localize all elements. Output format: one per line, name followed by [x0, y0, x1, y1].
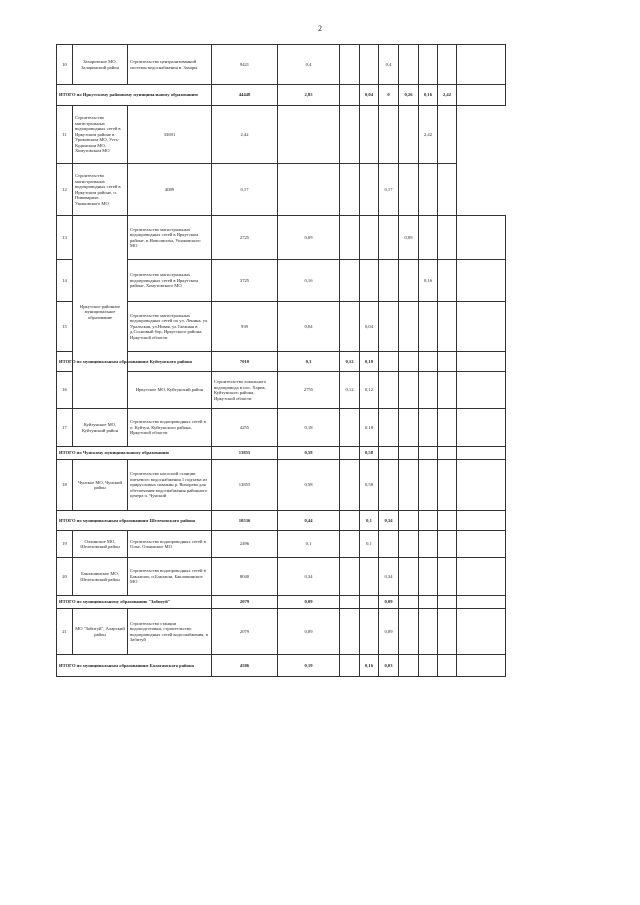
- value-cell: 0,16: [278, 260, 340, 302]
- value-cell: [340, 45, 360, 85]
- value-cell: [438, 45, 457, 85]
- total-title: ИТОГО по Чунскому муниципальному образованию: [57, 447, 212, 460]
- value-cell: [419, 164, 438, 216]
- value-cell: [438, 409, 457, 447]
- value-cell: 0,58: [278, 460, 340, 511]
- value-cell: [457, 409, 506, 447]
- table-row: [57, 558, 506, 596]
- value-cell: [360, 216, 379, 260]
- value-cell: 0,09: [379, 609, 399, 655]
- value-cell: 3725: [212, 260, 278, 302]
- table-row: [57, 609, 506, 655]
- value-cell: [399, 302, 419, 352]
- value-cell: [419, 216, 438, 260]
- value-cell: [438, 655, 457, 677]
- value-cell: 0,16: [419, 85, 438, 106]
- row-number: 19: [57, 531, 73, 558]
- project-description: Строительство магистральных водопроводных сетей в Иркутском районе, Хомутовского МО: [128, 260, 212, 302]
- value-cell: [379, 302, 399, 352]
- value-cell: 0,3: [278, 352, 340, 372]
- value-cell: 0,17: [212, 164, 278, 216]
- value-cell: [438, 558, 457, 596]
- value-cell: [438, 609, 457, 655]
- value-cell: [457, 655, 506, 677]
- value-cell: 2,42: [212, 106, 278, 164]
- value-cell: 0,16: [360, 655, 379, 677]
- project-description: Строительство локального водопровода в пос. Харик, Куйтунского района, Иркутской области: [212, 372, 278, 409]
- value-cell: [340, 558, 360, 596]
- value-cell: 0,4: [379, 45, 399, 85]
- value-cell: [457, 85, 506, 106]
- value-cell: 0,34: [278, 558, 340, 596]
- value-cell: [438, 372, 457, 409]
- value-cell: [340, 460, 360, 511]
- value-cell: [457, 531, 506, 558]
- row-number: 15: [57, 302, 73, 352]
- value-cell: [379, 447, 399, 460]
- value-cell: 0,12: [340, 372, 360, 409]
- value-cell: [419, 460, 438, 511]
- value-cell: 2496: [212, 531, 278, 558]
- value-cell: [438, 447, 457, 460]
- table-row: [57, 460, 506, 511]
- value-cell: [457, 260, 506, 302]
- value-cell: [379, 352, 399, 372]
- page-number: 2: [318, 24, 322, 33]
- value-cell: [340, 596, 360, 609]
- value-cell: [438, 352, 457, 372]
- value-cell: [457, 558, 506, 596]
- row-number: 10: [57, 45, 73, 85]
- value-cell: 0,44: [278, 511, 340, 531]
- value-cell: 0,19: [278, 655, 340, 677]
- value-cell: 0,26: [399, 85, 419, 106]
- value-cell: 9421: [212, 45, 278, 85]
- value-cell: [399, 447, 419, 460]
- total-row: [57, 511, 506, 531]
- total-title: ИТОГО по муниципальным образованиям Балаганского района: [57, 655, 212, 677]
- value-cell: [340, 260, 360, 302]
- value-cell: 0,09: [278, 596, 340, 609]
- value-cell: 0,09: [379, 596, 399, 609]
- value-cell: [379, 106, 399, 164]
- value-cell: [438, 106, 457, 164]
- value-cell: 0,18: [360, 409, 379, 447]
- row-number: 16: [57, 372, 73, 409]
- value-cell: [457, 609, 506, 655]
- value-cell: 0,58: [360, 447, 379, 460]
- value-cell: [399, 409, 419, 447]
- project-description: Строительство магистральных водопроводных сетей в Иркутском районе, п. Пивоварихе, Ушаковского МО: [73, 164, 128, 216]
- value-cell: [360, 164, 379, 216]
- value-cell: 0,12: [360, 372, 379, 409]
- value-cell: 0,58: [360, 460, 379, 511]
- value-cell: [457, 511, 506, 531]
- value-cell: [399, 511, 419, 531]
- value-cell: 0,18: [278, 409, 340, 447]
- value-cell: 0,18: [360, 352, 379, 372]
- value-cell: 0,1: [360, 511, 379, 531]
- value-cell: 44448: [212, 85, 278, 106]
- project-description: Строительство станции водоподготовки, строительство водопроводных сетей водоснабжения, в Забитуй: [128, 609, 212, 655]
- value-cell: [379, 531, 399, 558]
- municipality-name: Иркутское МО, Куйтунский район: [128, 372, 212, 409]
- value-cell: [457, 352, 506, 372]
- municipality-name: Олхинское МО, Шелеховский район: [73, 531, 128, 558]
- value-cell: [457, 372, 506, 409]
- value-cell: [399, 609, 419, 655]
- total-title: ИТОГО по Иркутскому районному муниципальному образованию: [57, 85, 212, 106]
- project-description: Строительство магистральных водопроводных сетей в Иркутском районе, п.Новолисиха, Ушаковского МО: [128, 216, 212, 260]
- value-cell: [399, 596, 419, 609]
- project-description: Строительство водопроводных сетей в Баклашах, п.Баклаши, Баклашинское МО: [128, 558, 212, 596]
- value-cell: [419, 352, 438, 372]
- row-number: 20: [57, 558, 73, 596]
- row-number: 13: [57, 216, 73, 260]
- value-cell: [340, 655, 360, 677]
- value-cell: [340, 447, 360, 460]
- value-cell: [419, 447, 438, 460]
- value-cell: [438, 596, 457, 609]
- value-cell: 0,1: [360, 531, 379, 558]
- value-cell: [457, 447, 506, 460]
- total-title: ИТОГО по муниципальным образованиям Шелеховского района: [57, 511, 212, 531]
- data-table: [56, 44, 506, 677]
- value-cell: [419, 302, 438, 352]
- project-description: Строительство централизованной системы водоснабжения в. Захары: [128, 45, 212, 85]
- municipality-name: Иркутское районное муниципальное образование: [73, 216, 128, 409]
- value-cell: 0,04: [360, 85, 379, 106]
- value-cell: [399, 460, 419, 511]
- total-row: [57, 352, 506, 372]
- value-cell: [419, 372, 438, 409]
- value-cell: 939: [212, 302, 278, 352]
- value-cell: 0,09: [399, 216, 419, 260]
- value-cell: 13855: [212, 447, 278, 460]
- total-title: ИТОГО по муниципальному образованию "Забитуй": [57, 596, 212, 609]
- value-cell: 13855: [212, 460, 278, 511]
- value-cell: [399, 372, 419, 409]
- value-cell: [457, 460, 506, 511]
- value-cell: [399, 558, 419, 596]
- project-description: Строительство магистральных водопроводных сетей по ул. Ленина, ул. Уральская, ул.Новая, ул.Таежная в д.Сосновый бор, Иркутского района, Иркутской области: [128, 302, 212, 352]
- value-cell: [340, 302, 360, 352]
- value-cell: 2079: [212, 609, 278, 655]
- value-cell: 0,12: [340, 352, 360, 372]
- value-cell: 4255: [212, 409, 278, 447]
- row-number: 14: [57, 260, 73, 302]
- row-number: 17: [57, 409, 73, 447]
- row-number: 11: [57, 106, 73, 164]
- value-cell: [419, 45, 438, 85]
- value-cell: [360, 609, 379, 655]
- value-cell: 2079: [212, 596, 278, 609]
- municipality-name: МО "Забитуй", Аларский район: [73, 609, 128, 655]
- value-cell: [340, 106, 360, 164]
- table-row: [57, 409, 506, 447]
- value-cell: [457, 302, 506, 352]
- value-cell: [438, 260, 457, 302]
- value-cell: [457, 596, 506, 609]
- total-row: [57, 596, 506, 609]
- total-row: [57, 447, 506, 460]
- value-cell: [438, 511, 457, 531]
- value-cell: 33691: [128, 106, 212, 164]
- value-cell: [419, 596, 438, 609]
- value-cell: 2,42: [419, 106, 438, 164]
- value-cell: [360, 596, 379, 609]
- value-cell: [399, 352, 419, 372]
- table-row: [57, 106, 506, 164]
- value-cell: [379, 260, 399, 302]
- value-cell: 0,04: [360, 302, 379, 352]
- value-cell: [438, 531, 457, 558]
- municipality-name: Захаровское МО, Заларинский район: [73, 45, 128, 85]
- value-cell: [457, 216, 506, 260]
- value-cell: [340, 609, 360, 655]
- value-cell: [419, 409, 438, 447]
- value-cell: 7010: [212, 352, 278, 372]
- project-description: Строительство магистральных водопроводных сетей в Иркутском районе в Уриковском МО, Усть-Кудинском МО, Хомутовском МО: [73, 106, 128, 164]
- value-cell: [419, 609, 438, 655]
- municipality-name: Куйтунское МО, Куйтунский район: [73, 409, 128, 447]
- value-cell: [457, 45, 506, 85]
- value-cell: [278, 164, 340, 216]
- value-cell: [438, 164, 457, 216]
- value-cell: [379, 409, 399, 447]
- value-cell: [340, 216, 360, 260]
- value-cell: 0,1: [278, 531, 340, 558]
- value-cell: [340, 409, 360, 447]
- value-cell: [399, 164, 419, 216]
- value-cell: 4586: [212, 655, 278, 677]
- value-cell: [399, 106, 419, 164]
- value-cell: 2,85: [278, 85, 340, 106]
- row-number: 12: [57, 164, 73, 216]
- value-cell: 0: [379, 85, 399, 106]
- value-cell: 0,03: [379, 655, 399, 677]
- project-description: Строительство водопроводных сетей в Олхе, Олхинское МО: [128, 531, 212, 558]
- value-cell: [419, 531, 438, 558]
- value-cell: 2725: [212, 216, 278, 260]
- value-cell: [360, 260, 379, 302]
- value-cell: 2755: [278, 372, 340, 409]
- value-cell: 10536: [212, 511, 278, 531]
- table-row: [57, 45, 506, 85]
- value-cell: [379, 460, 399, 511]
- value-cell: 0,16: [419, 260, 438, 302]
- value-cell: 0,34: [379, 511, 399, 531]
- table-row: [57, 164, 506, 216]
- value-cell: [278, 106, 340, 164]
- value-cell: 4089: [128, 164, 212, 216]
- row-number: 21: [57, 609, 73, 655]
- total-row: [57, 85, 506, 106]
- value-cell: [419, 558, 438, 596]
- total-title: ИТОГО по муниципальным образованиям Куйтунского района: [57, 352, 212, 372]
- value-cell: 0,34: [379, 558, 399, 596]
- value-cell: 0,09: [278, 609, 340, 655]
- municipality-name: Баклашинское МО, Шелеховский район: [73, 558, 128, 596]
- value-cell: 0,17: [379, 164, 399, 216]
- table-row: [57, 531, 506, 558]
- municipality-name: Чунское МО, Чунский район: [73, 460, 128, 511]
- value-cell: [399, 260, 419, 302]
- project-description: Строительство водопроводных сетей в п. Куйтун, Куйтунского района, Иркутской области: [128, 409, 212, 447]
- value-cell: [399, 655, 419, 677]
- value-cell: [438, 302, 457, 352]
- value-cell: [438, 216, 457, 260]
- value-cell: 0,04: [278, 302, 340, 352]
- table-row: [57, 216, 506, 260]
- row-number: 18: [57, 460, 73, 511]
- value-cell: [399, 45, 419, 85]
- value-cell: 2,42: [438, 85, 457, 106]
- project-description: Строительство насосной станции питьевого водоснабжения 1 подъема из прирусловых скважин р. Вихорева для обеспечения водоснабжения районного центра п. Чунский: [128, 460, 212, 511]
- value-cell: [419, 655, 438, 677]
- value-cell: 0,58: [278, 447, 340, 460]
- value-cell: [340, 164, 360, 216]
- total-row: [57, 655, 506, 677]
- value-cell: 0,4: [278, 45, 340, 85]
- value-cell: [340, 85, 360, 106]
- value-cell: [438, 460, 457, 511]
- value-cell: 8040: [212, 558, 278, 596]
- value-cell: [360, 558, 379, 596]
- value-cell: [399, 531, 419, 558]
- value-cell: 0,09: [278, 216, 340, 260]
- value-cell: [379, 216, 399, 260]
- value-cell: [419, 511, 438, 531]
- value-cell: [360, 106, 379, 164]
- value-cell: [340, 511, 360, 531]
- value-cell: [360, 45, 379, 85]
- value-cell: [340, 531, 360, 558]
- value-cell: [379, 372, 399, 409]
